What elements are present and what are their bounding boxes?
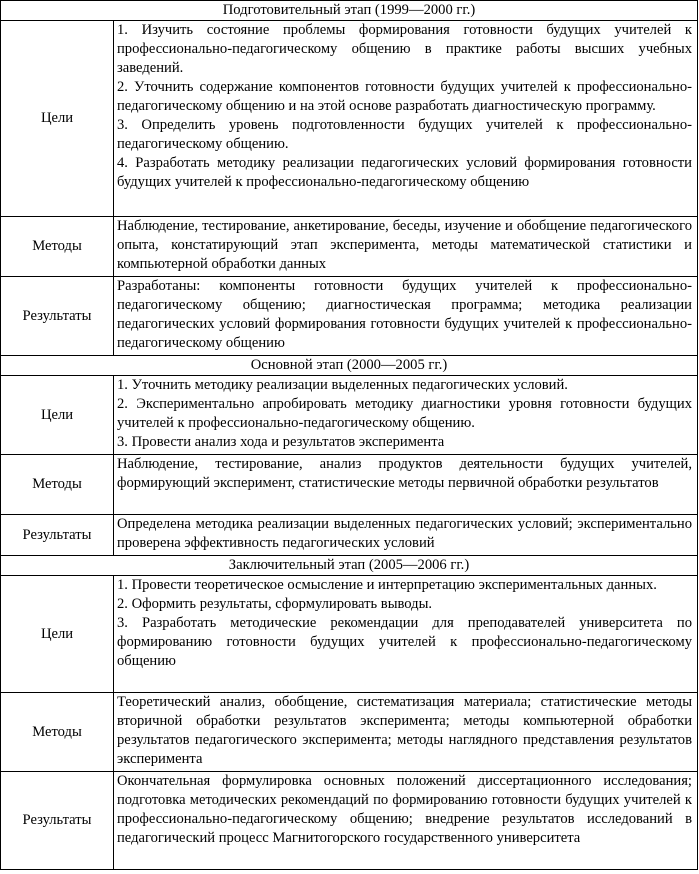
goals-content [114,576,698,693]
methods-label: Методы [1,455,114,515]
methods-row [1,455,698,515]
results-content: Разработаны: компоненты готовности будущих учителей к профессионально-педагогическому общению; диагностическая программа; методика реализации педагогических условий формирования готовности будущих учителей к профессионально-педагогическому общению [114,277,698,356]
goals-row [1,21,698,217]
goals-content [114,21,698,217]
results-label: Результаты [1,515,114,556]
goals-label: Цели [1,376,114,455]
results-row [1,277,698,356]
methods-content: Наблюдение, тестирование, анкетирование, беседы, изучение и обобщение педагогического опыта, констатирующий этап эксперимента, методы математической статистики и компьютерной обработки данных [114,217,698,277]
methods-label: Методы [1,217,114,277]
methods-content: Теоретический анализ, обобщение, систематизация материала; статистические методы вторичной обработки результатов эксперимента; методы компьютерной обработки результатов педагогического эксперимента; методы наглядного представления результатов эксперимента [114,693,698,772]
goals-content [114,376,698,455]
results-content: Окончательная формулировка основных положений диссертационного исследования; подготовка методических рекомендаций по формированию готовности будущих учителей к профессионально-педагогическому общению; внедрение результатов исследований в педагогический процесс Магнитогорского государственного университета [114,772,698,870]
results-label: Результаты [1,277,114,356]
methods-label: Методы [1,693,114,772]
results-row [1,772,698,870]
results-label: Результаты [1,772,114,870]
goal-item: 1. Уточнить методику реализации выделенных педагогических условий. [117,377,568,393]
goal-item: 2. Уточнить содержание компонентов готовности будущих учителей к профессионально-педагогическому общению и на этой основе разработать диагностическую программу. [117,79,692,114]
stage-header-row [1,356,698,376]
goal-item: 3. Определить уровень подготовленности будущих учителей к профессионально-педагогическому общению. [117,117,692,152]
results-row [1,515,698,556]
methods-row [1,217,698,277]
stage-header-row [1,556,698,576]
stage-title: Основной этап (2000—2005 гг.) [1,356,698,376]
goal-item: 4. Разработать методику реализации педагогических условий формирования готовности будущих учителей к профессионально-педагогическому общению [117,155,692,190]
goals-row [1,376,698,455]
goals-label: Цели [1,576,114,693]
stage-header-row [1,1,698,21]
goal-item: 1. Изучить состояние проблемы формирования готовности будущих учителей к профессионально-педагогическому общению в практике работы высших учебных заведений. [117,22,692,76]
stage-title: Заключительный этап (2005—2006 гг.) [1,556,698,576]
goal-item: 1. Провести теоретическое осмысление и интерпретацию экспериментальных данных. [117,577,657,593]
goal-item: 3. Разработать методические рекомендации для преподавателей университета по формированию готовности будущих учителей к профессионально-педагогическому общению [117,615,692,669]
methods-content: Наблюдение, тестирование, анализ продуктов деятельности будущих учителей, формирующий эксперимент, статистические методы первичной обработки результатов [114,455,698,515]
goal-item: 2. Оформить результаты, сформулировать выводы. [117,596,433,612]
stage-title: Подготовительный этап (1999—2000 гг.) [1,1,698,21]
goal-item: 2. Экспериментально апробировать методику диагностики уровня готовности будущих учителей к профессионально-педагогическому общению. [117,396,692,431]
goals-row [1,576,698,693]
goals-label: Цели [1,21,114,217]
goal-item: 3. Провести анализ хода и результатов эксперимента [117,434,445,450]
results-content: Определена методика реализации выделенных педагогических условий; экспериментально проверена эффективность педагогических условий [114,515,698,556]
methods-row [1,693,698,772]
